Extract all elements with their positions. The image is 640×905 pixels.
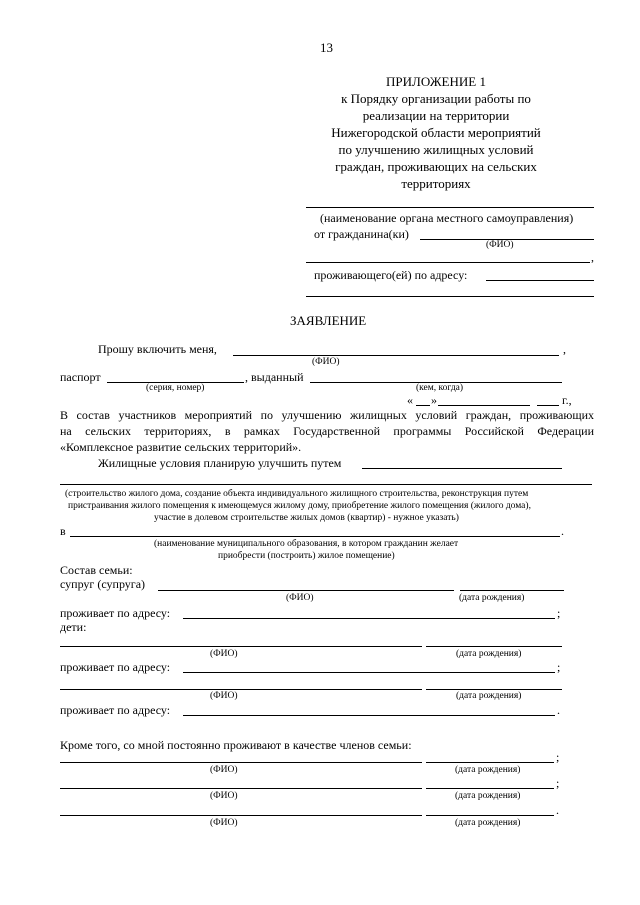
authority-name-line[interactable] [306,207,594,208]
appendix-line-2: реализации на территории [362,108,510,123]
fio-caption: (ФИО) [210,691,238,701]
municipality-caption-line-2: приобрести (построить) жилое помещение) [218,551,395,561]
semicolon: ; [557,606,561,620]
address-label: проживает по адресу: [60,703,171,717]
address-label: проживает по адресу: [60,606,171,620]
child-1-address-line[interactable] [183,672,555,673]
plan-label: Жилищные условия планирую улучшить путем [98,456,342,470]
period: . [556,803,559,817]
period: . [561,524,564,538]
member-2-name-line[interactable] [60,788,422,789]
spouse-name-line[interactable] [158,590,454,591]
issued-label: , выданный [245,370,304,384]
citizen-name-line-2[interactable] [306,262,590,263]
dob-caption: (дата рождения) [455,818,521,828]
residing-label: проживающего(ей) по адресу: [314,268,468,282]
fio-caption: (ФИО) [286,593,314,603]
spouse-address-line[interactable] [183,618,555,619]
semicolon: ; [556,776,560,790]
child-1-dob-line[interactable] [426,646,562,647]
date-open-quote: « [407,393,413,407]
others-label: Кроме того, со мной постоянно проживают в качестве членов семьи: [60,738,412,752]
dob-caption: (дата рождения) [456,691,522,701]
appendix-title: ПРИЛОЖЕНИЕ 1 [386,74,486,89]
member-1-name-line[interactable] [60,762,422,763]
paragraph-line-2: на сельских территориях, в рамках Государственной программы Российской Федерации [60,424,594,438]
appendix-line-6: территориях [401,176,471,191]
appendix-line-5: граждан, проживающих на сельских [335,159,537,174]
dob-caption: (дата рождения) [455,765,521,775]
method-caption-line-1: (строительство жилого дома, создание объекта индивидуального жилищного строительства, реконструкция путем [65,489,529,499]
member-2-dob-line[interactable] [426,788,554,789]
series-caption: (серия, номер) [146,383,205,393]
paragraph-line-1: В состав участников мероприятий по улучшению жилищных условий граждан, проживающих [60,408,594,422]
municipality-line[interactable] [70,536,560,537]
member-1-dob-line[interactable] [426,762,554,763]
applicant-name-line[interactable] [233,355,559,356]
comma: , [563,342,566,356]
appendix-line-1: к Порядку организации работы по [341,91,531,106]
spouse-dob-line[interactable] [460,590,564,591]
paragraph-line-3: «Комплексное развитие сельских территорий». [60,440,302,454]
children-label: дети: [60,620,87,634]
member-3-dob-line[interactable] [426,815,554,816]
document-heading: ЗАЯВЛЕНИЕ [290,313,367,328]
year-suffix: г., [562,393,572,407]
date-year-line[interactable] [537,405,559,406]
residing-address-line[interactable] [486,280,594,281]
plan-method-line[interactable] [362,468,562,469]
dob-caption: (дата рождения) [455,791,521,801]
method-caption-line-2: пристраивания жилого помещения к имеющемуся жилому дому, приобретение жилого помещения (жилого дома), [68,501,531,511]
issued-by-caption: (кем, когда) [416,383,464,393]
fio-caption: (ФИО) [486,240,514,250]
comma: , [591,250,594,264]
appendix-line-4: по улучшению жилищных условий [338,142,534,157]
period: . [557,703,560,717]
page-number: 13 [320,40,333,55]
child-2-dob-line[interactable] [426,689,562,690]
semicolon: ; [556,750,560,764]
include-me-label: Прошу включить меня, [98,342,217,356]
authority-caption: (наименование органа местного самоуправления) [320,211,574,225]
child-2-name-line[interactable] [60,689,422,690]
address-label: проживает по адресу: [60,660,171,674]
fio-caption: (ФИО) [312,357,340,367]
family-title: Состав семьи: [60,563,133,577]
plan-method-line-2[interactable] [60,484,592,485]
residing-address-line-2[interactable] [306,296,594,297]
semicolon: ; [557,660,561,674]
date-day-line[interactable] [416,405,430,406]
member-3-name-line[interactable] [60,815,422,816]
spouse-label: супруг (супруга) [60,577,146,591]
child-2-address-line[interactable] [183,715,555,716]
in-label: в [60,524,66,538]
municipality-caption-line-1: (наименование муниципального образования, в котором гражданин желает [154,539,459,549]
fio-caption: (ФИО) [210,818,238,828]
method-caption-line-3: участие в долевом строительстве жилых домов (квартир) - нужное указать) [154,513,459,523]
fio-caption: (ФИО) [210,765,238,775]
dob-caption: (дата рождения) [459,593,525,603]
child-1-name-line[interactable] [60,646,422,647]
fio-caption: (ФИО) [210,791,238,801]
dob-caption: (дата рождения) [456,649,522,659]
from-citizen-label: от гражданина(ки) [314,227,409,241]
fio-caption: (ФИО) [210,649,238,659]
appendix-line-3: Нижегородской области мероприятий [331,125,541,140]
date-month-line[interactable] [438,405,530,406]
date-close-quote: » [431,393,437,407]
passport-label: паспорт [60,370,101,384]
